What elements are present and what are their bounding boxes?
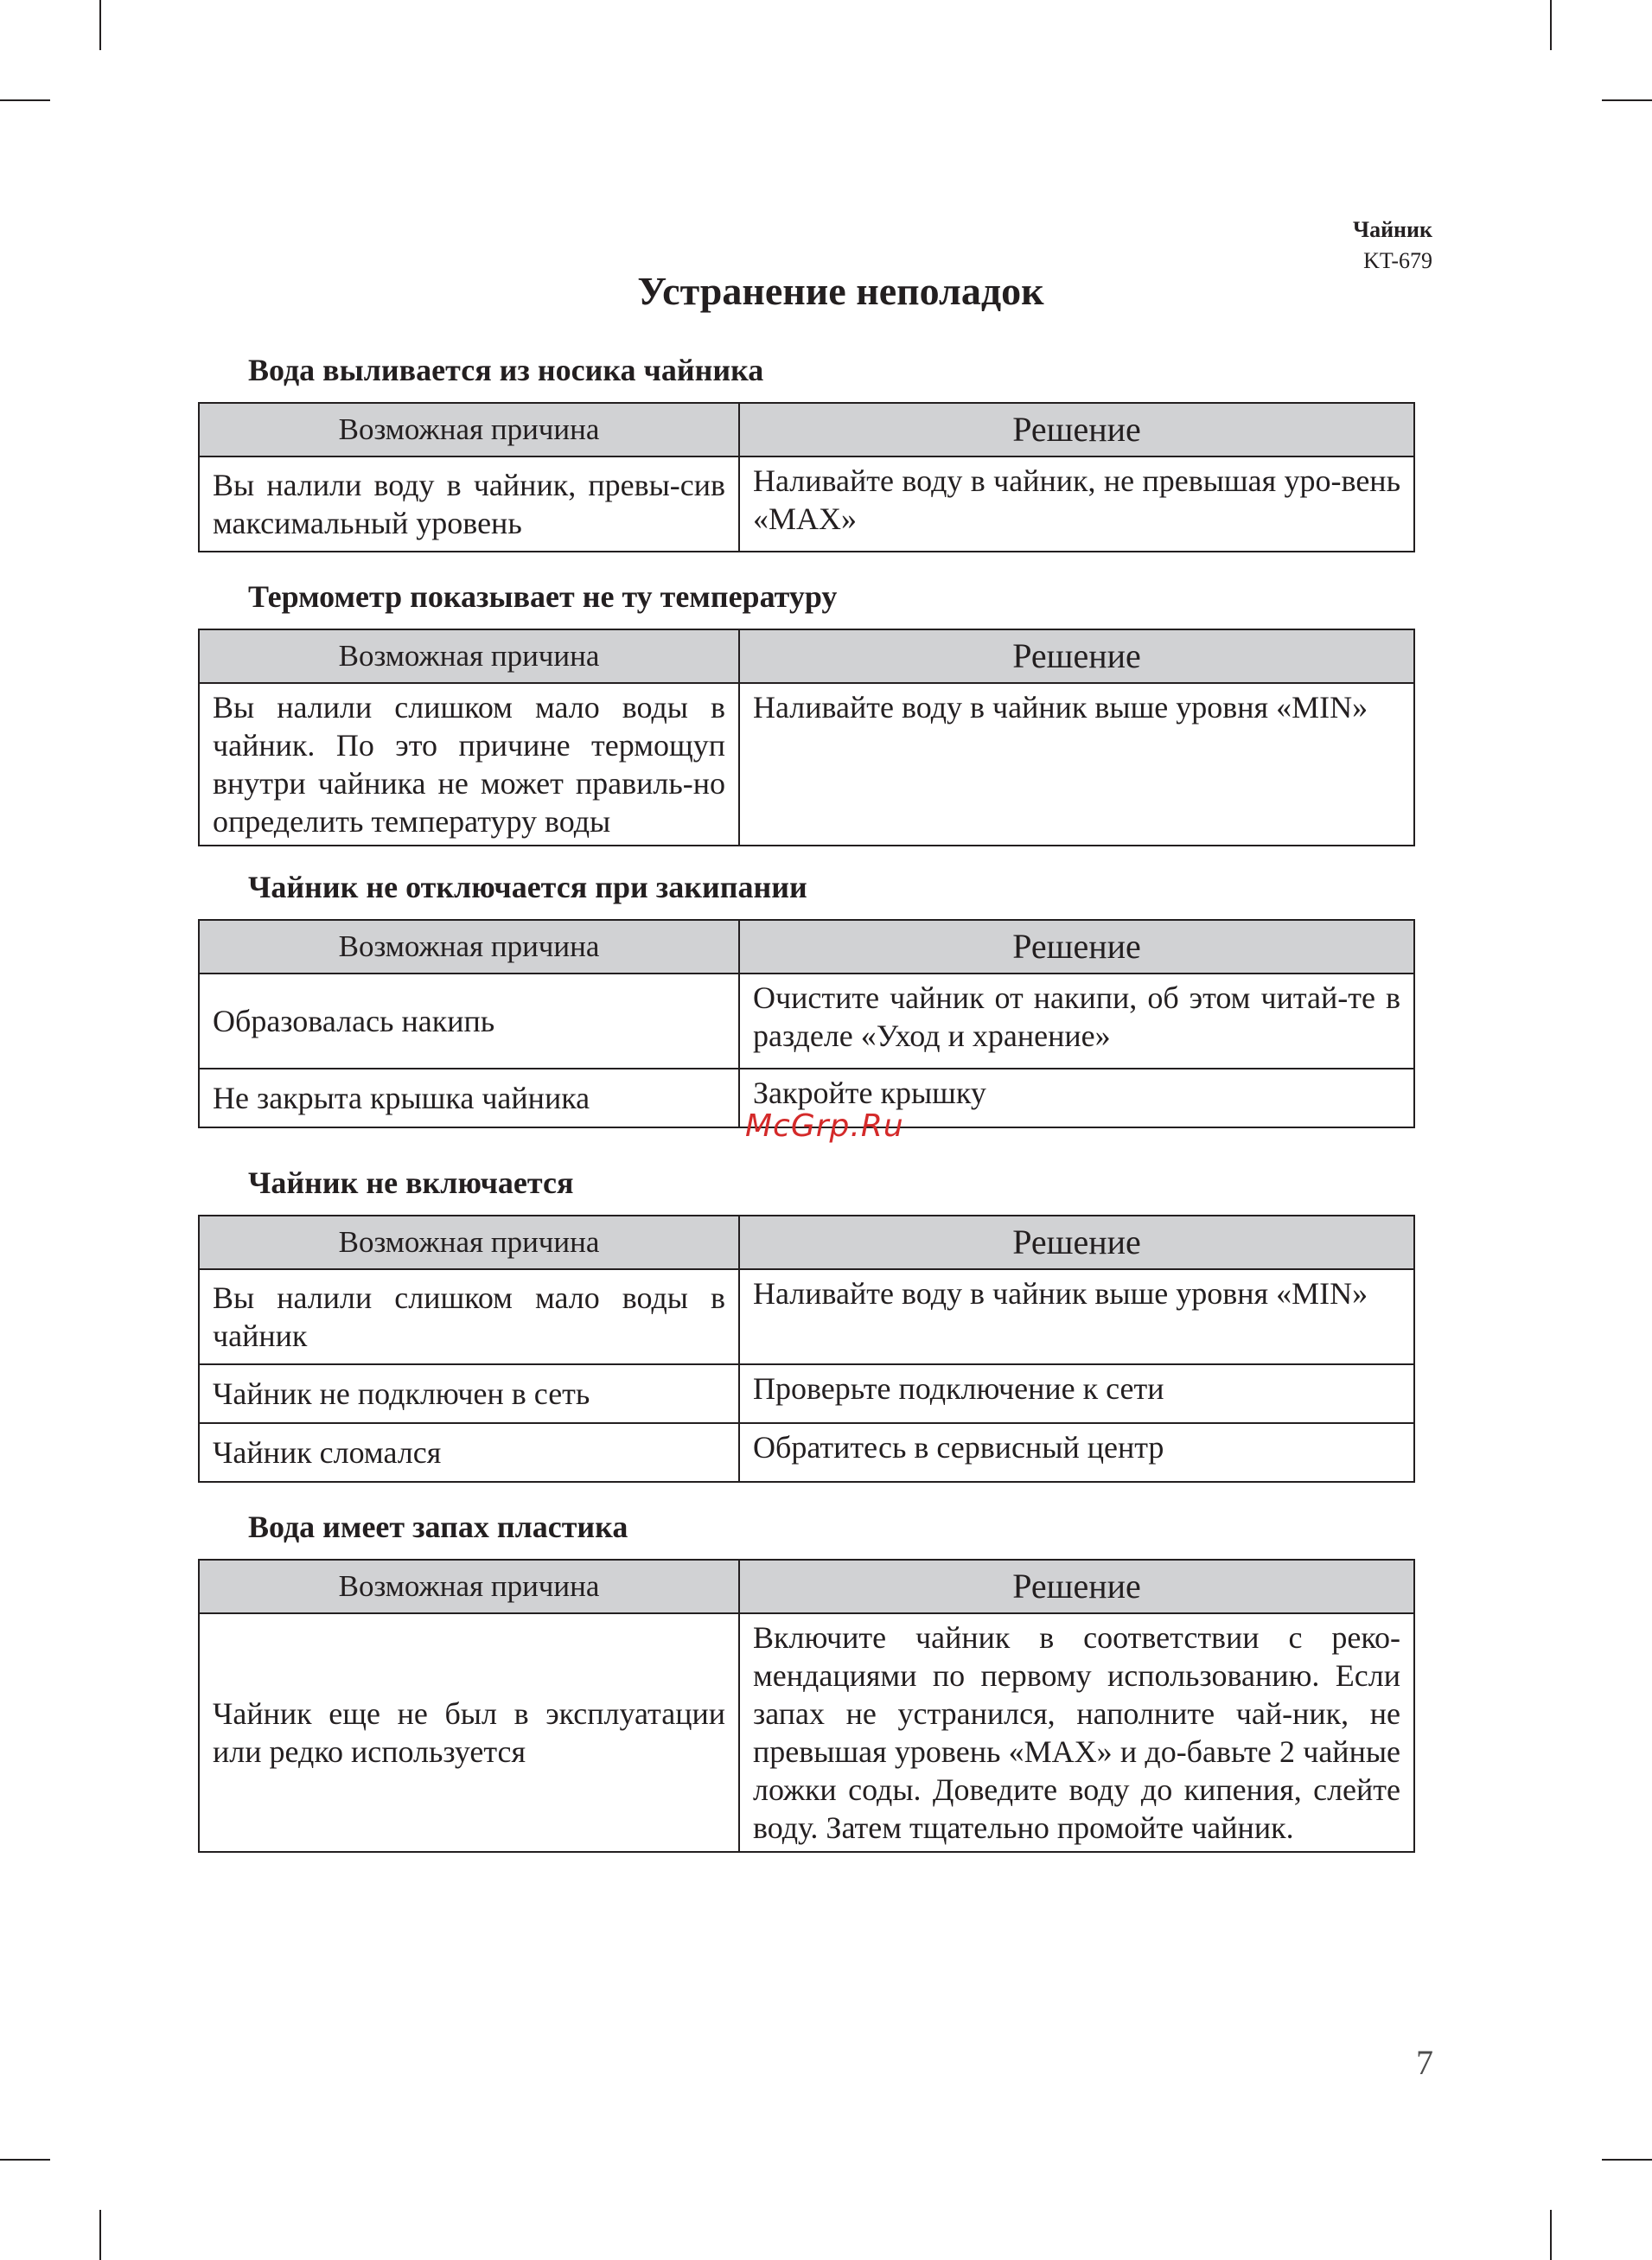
cause-cell: Чайник еще не был в эксплуатации или редко используется — [199, 1613, 739, 1852]
watermark: McGrp.Ru — [745, 1108, 904, 1144]
column-header-solution: Решение — [739, 629, 1414, 683]
crop-mark — [1602, 99, 1652, 101]
solution-cell: Наливайте воду в чайник выше уровня «MIN» — [739, 683, 1414, 846]
cause-cell: Вы налили слишком мало воды в чайник. По это причине термощуп внутри чайника не может правиль-но определить температуру воды — [199, 683, 739, 846]
table-row — [199, 683, 1414, 846]
column-header-solution: Решение — [739, 1560, 1414, 1613]
column-header-cause: Возможная причина — [199, 1560, 739, 1613]
cause-cell: Вы налили воду в чайник, превы-сив максимальный уровень — [199, 456, 739, 552]
section-thermometer — [198, 577, 1413, 846]
table-row — [199, 1269, 1414, 1364]
crop-mark — [1550, 2210, 1552, 2260]
section-water-spout — [198, 350, 1413, 552]
section-heading: Вода выливается из носика чайника — [248, 353, 764, 387]
section-plastic-smell — [198, 1507, 1413, 1853]
header-product: Чайник — [1352, 217, 1432, 242]
troubleshooting-table — [198, 1215, 1415, 1483]
solution-cell: Закройте крышку — [739, 1069, 1414, 1127]
troubleshooting-table — [198, 1559, 1415, 1853]
troubleshooting-table — [198, 919, 1415, 1128]
cause-cell: Образовалась накипь — [199, 974, 739, 1069]
crop-mark — [1550, 0, 1552, 50]
solution-cell: Наливайте воду в чайник, не превышая уро-вень «MAX» — [739, 456, 1414, 552]
header-model: KT-679 — [1363, 248, 1432, 273]
solution-cell: Включите чайник в соответствии с реко-мендациями по первому использованию. Если запах не устранился, наполните чай-ник, не превышая уровень «MAX» и до-бавьте 2 чайные ложки соды. Доведите воду до кипения, слейте воду. Затем тщательно промойте чайник. — [739, 1613, 1414, 1852]
crop-mark — [0, 2159, 50, 2161]
page-title: Устранение неполадок — [637, 269, 1044, 313]
column-header-solution: Решение — [739, 920, 1414, 974]
table-row — [199, 974, 1414, 1069]
table-row — [199, 456, 1414, 552]
table-header-row — [199, 1216, 1414, 1269]
section-not-turning-on — [198, 1163, 1413, 1483]
table-header-row — [199, 629, 1414, 683]
section-heading: Чайник не включается — [248, 1165, 574, 1200]
solution-cell: Проверьте подключение к сети — [739, 1364, 1414, 1423]
crop-mark — [1602, 2159, 1652, 2161]
table-header-row — [199, 403, 1414, 456]
cause-cell: Вы налили слишком мало воды в чайник — [199, 1269, 739, 1364]
solution-cell: Очистите чайник от накипи, об этом читай-те в разделе «Уход и хранение» — [739, 974, 1414, 1069]
table-header-row — [199, 920, 1414, 974]
crop-mark — [99, 2210, 101, 2260]
column-header-cause: Возможная причина — [199, 629, 739, 683]
solution-cell: Наливайте воду в чайник выше уровня «MIN» — [739, 1269, 1414, 1364]
table-row — [199, 1364, 1414, 1423]
section-heading: Вода имеет запах пластика — [248, 1510, 628, 1544]
column-header-solution: Решение — [739, 1216, 1414, 1269]
table-header-row — [199, 1560, 1414, 1613]
section-no-auto-off — [198, 867, 1413, 1128]
crop-mark — [99, 0, 101, 50]
cause-cell: Не закрыта крышка чайника — [199, 1069, 739, 1127]
section-heading: Чайник не отключается при закипании — [248, 870, 807, 904]
page-number: 7 — [1416, 2043, 1433, 2082]
table-row — [199, 1423, 1414, 1482]
column-header-cause: Возможная причина — [199, 920, 739, 974]
cause-cell: Чайник не подключен в сеть — [199, 1364, 739, 1423]
table-row — [199, 1613, 1414, 1852]
cause-cell: Чайник сломался — [199, 1423, 739, 1482]
crop-mark — [0, 99, 50, 101]
solution-cell: Обратитесь в сервисный центр — [739, 1423, 1414, 1482]
section-heading: Термометр показывает не ту температуру — [248, 579, 838, 614]
troubleshooting-table — [198, 629, 1415, 846]
column-header-cause: Возможная причина — [199, 403, 739, 456]
column-header-solution: Решение — [739, 403, 1414, 456]
column-header-cause: Возможная причина — [199, 1216, 739, 1269]
troubleshooting-table — [198, 402, 1415, 552]
